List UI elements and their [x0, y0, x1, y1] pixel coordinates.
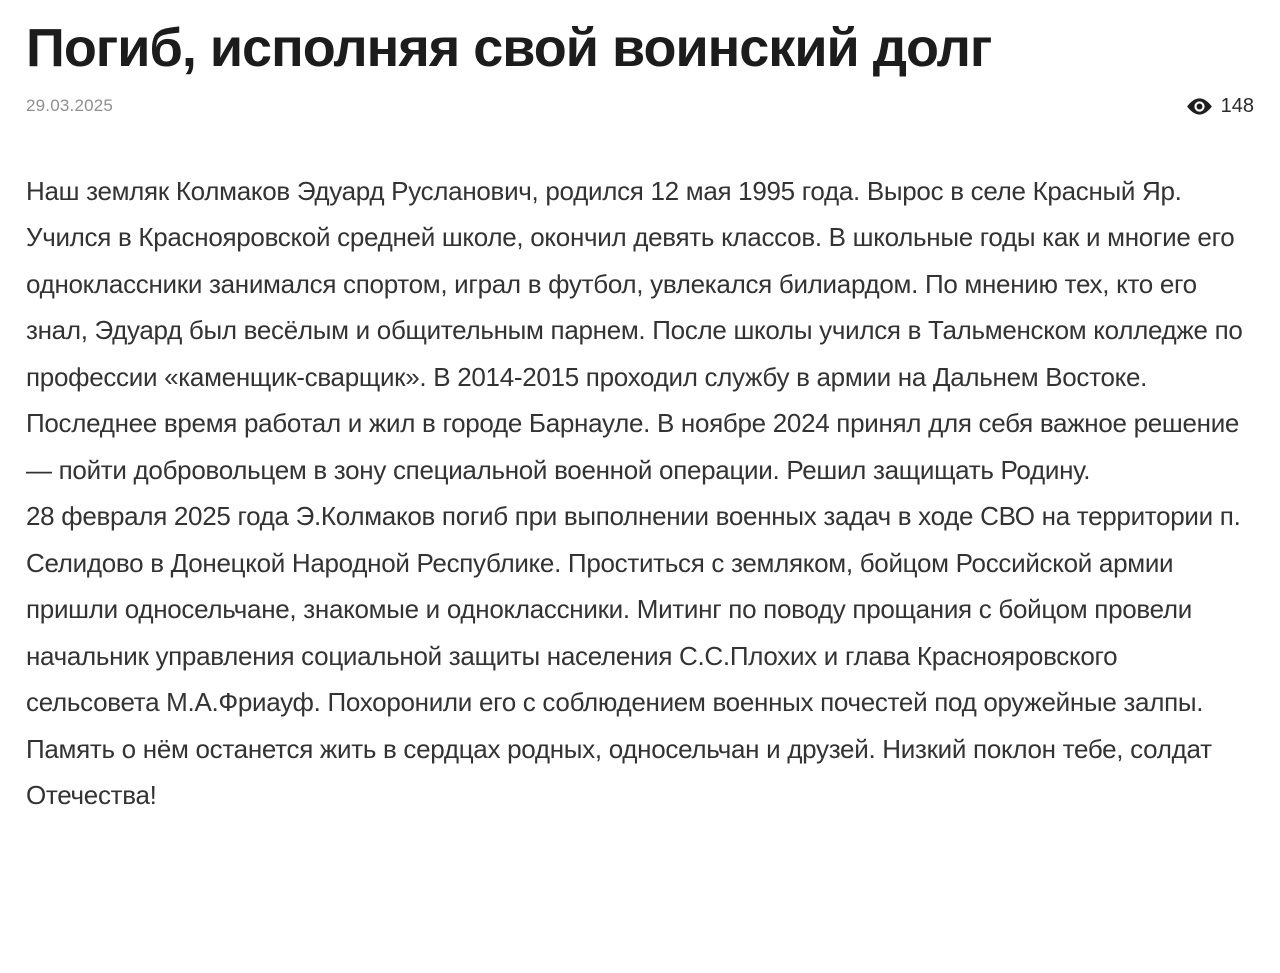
article-meta: [26, 95, 1254, 118]
article-body: [26, 168, 1256, 819]
views-counter: [1186, 95, 1254, 118]
views-count: 148: [1220, 94, 1254, 117]
paragraph-memory: Память о нём останется жить в сердцах родных, односельчан и друзей. Низкий поклон тебе, солдат Отечества!: [26, 733, 1212, 811]
paragraph-death-and-farewell: 28 февраля 2025 года Э.Колмаков погиб при выполнении военных задач в ходе СВО на территории п. Селидово в Донецкой Народной Республике. Проститься с земляком, бойцом Российской армии пришли односельчане, знакомые и одноклассники. Митинг по поводу прощания с бойцом провели начальник управления социальной защиты населения С.С.Плохих и глава Краснояровского сельсовета М.А.Фриауф. Похоронили его с соблюдением военных почестей под оружейные залпы.: [26, 501, 1241, 718]
page-title: Погиб, исполняя свой воинский долг: [26, 18, 992, 78]
paragraph-biography: Наш земляк Колмаков Эдуард Русланович, родился 12 мая 1995 года. Вырос в селе Красный Яр. Учился в Краснояровской средней школе, окончил девять классов. В школьные годы как и многие его одноклассники занимался спортом, играл в футбол, увлекался билиардом. По мнению тех, кто его знал, Эдуард был весёлым и общительным парнем. После школы учился в Тальменском колледже по профессии «каменщик-сварщик». В 2014-2015 проходил службу в армии на Дальнем Востоке. Последнее время работал и жил в городе Барнауле. В ноябре 2024 принял для себя важное решение — пойти добровольцем в зону специальной военной операции. Решил защищать Родину.: [26, 175, 1243, 485]
publish-date: 29.03.2025: [26, 96, 114, 116]
eye-icon: [1186, 97, 1213, 116]
